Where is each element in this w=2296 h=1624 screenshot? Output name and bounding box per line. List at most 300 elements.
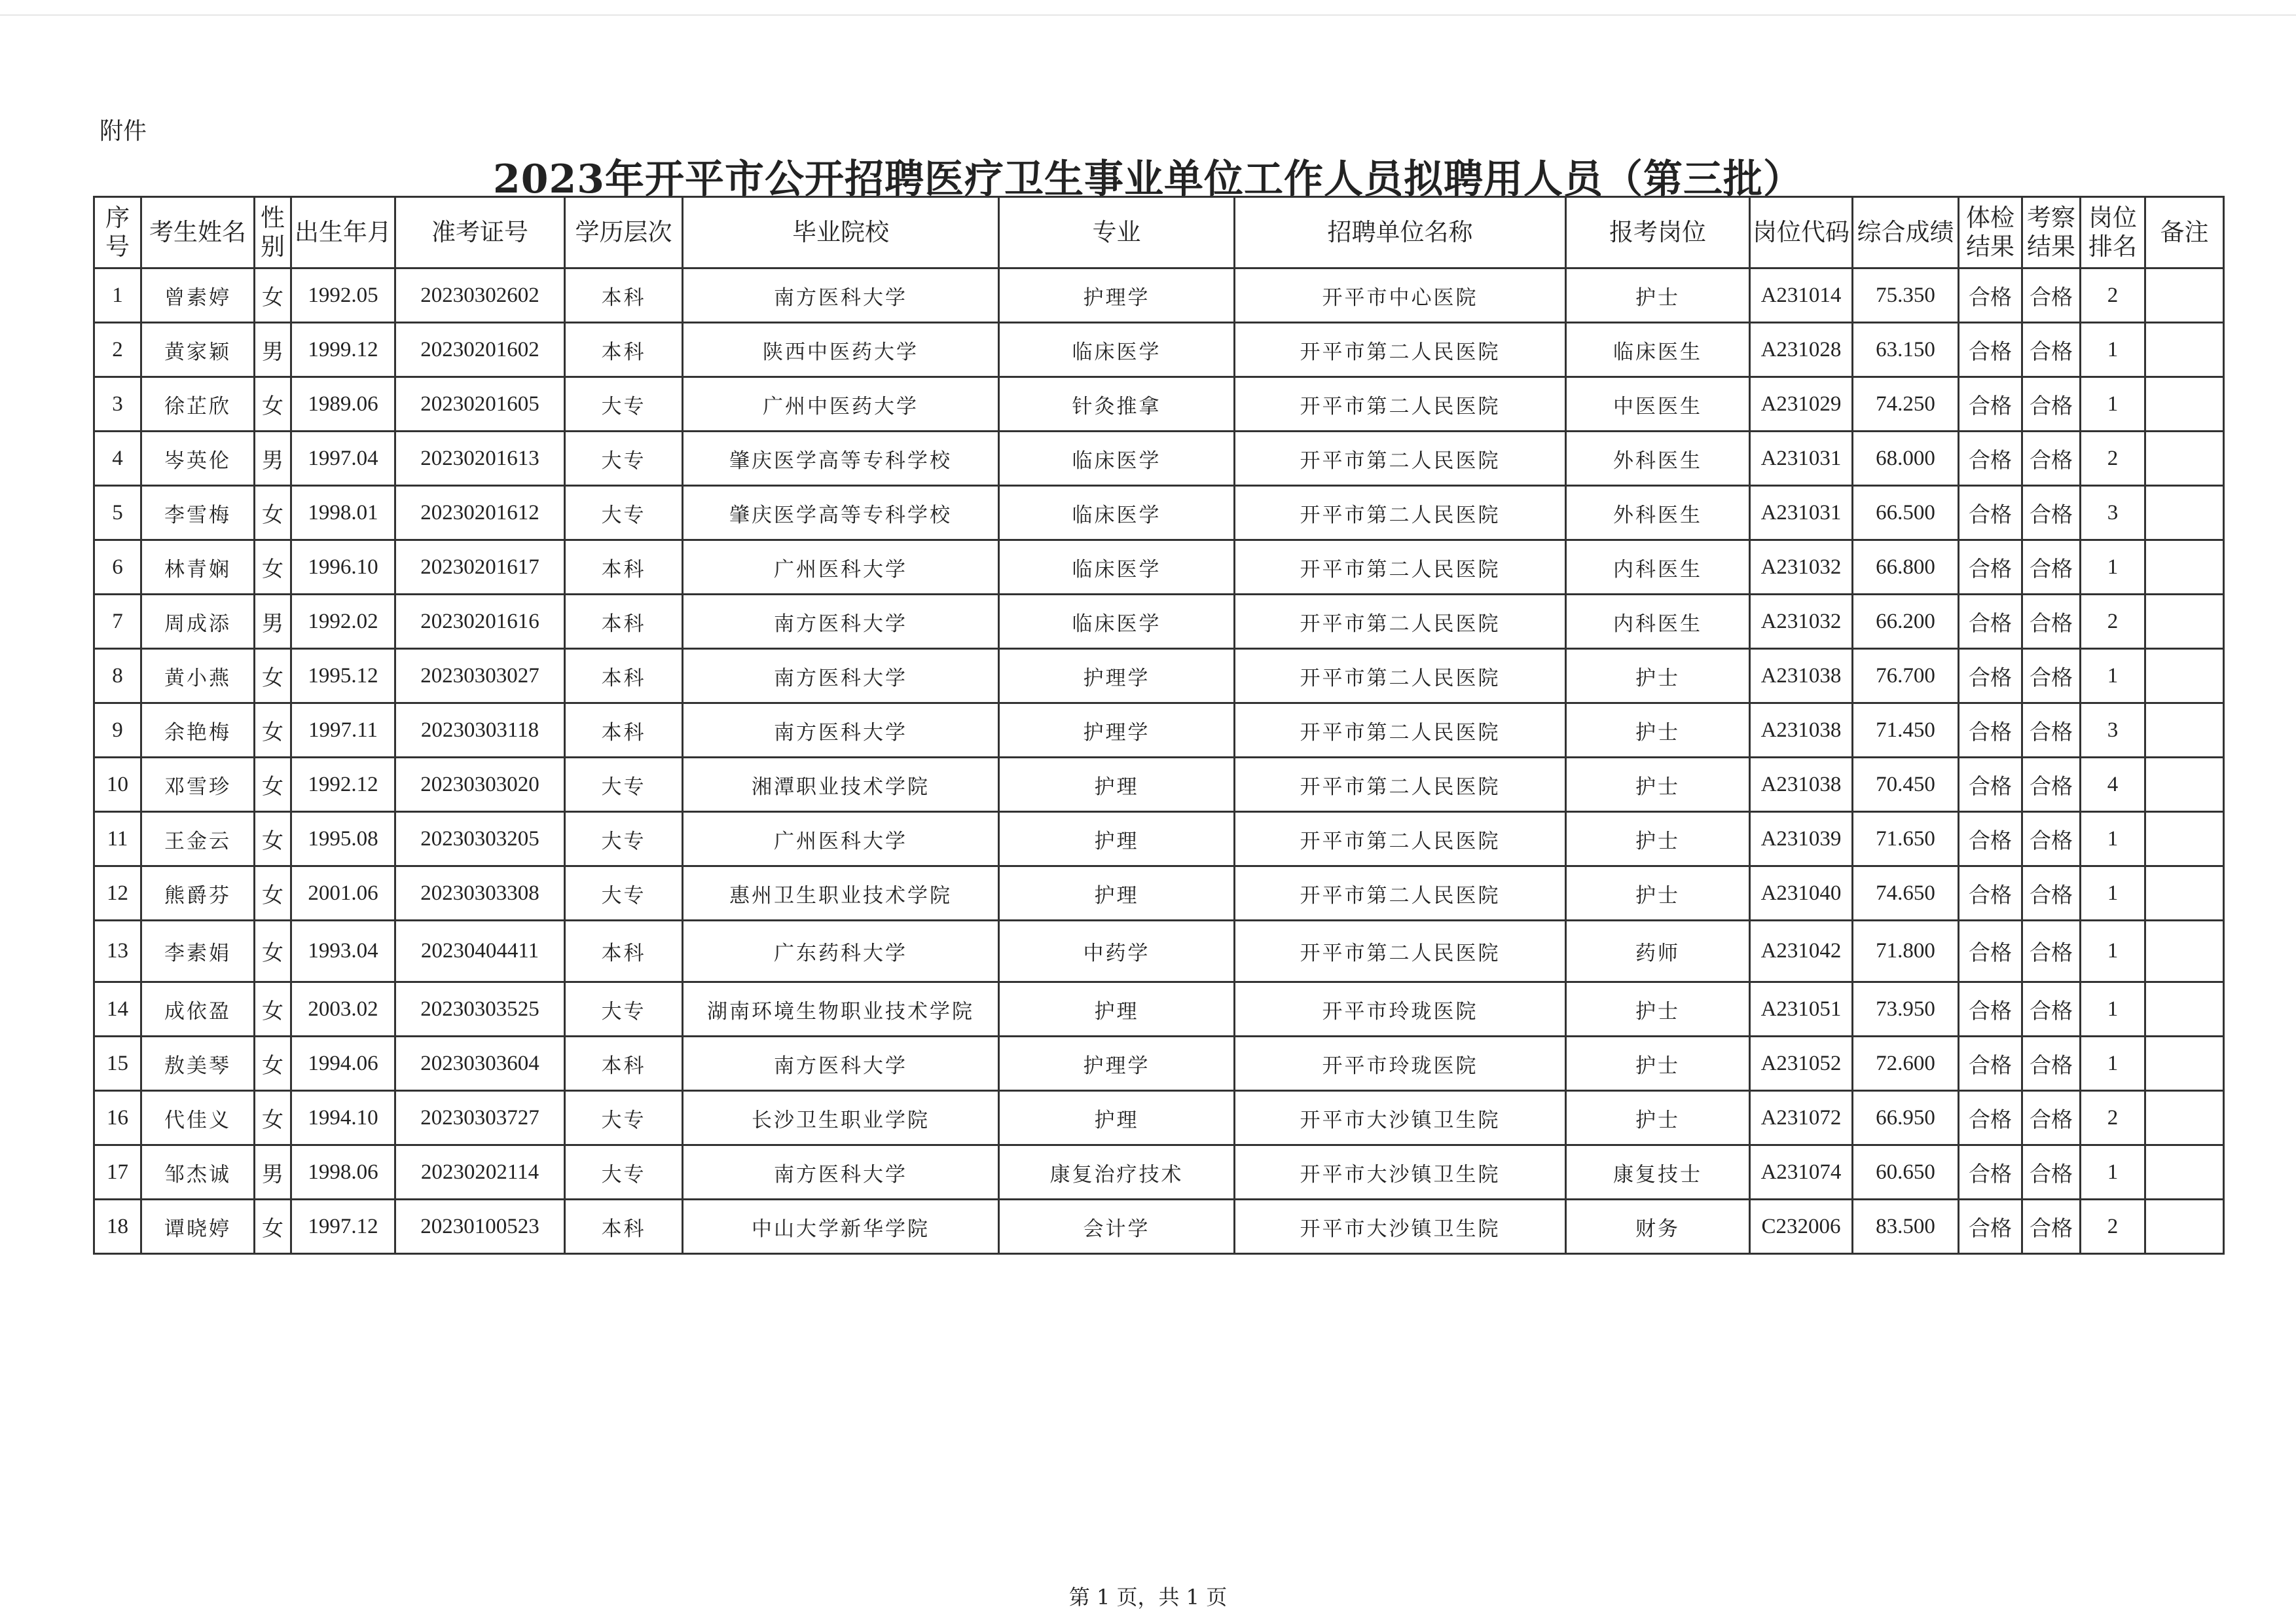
cell-major: 会计学 bbox=[999, 1200, 1235, 1254]
cell-position-code: A231074 bbox=[1750, 1145, 1853, 1200]
column-header-education: 学历层次 bbox=[565, 197, 683, 268]
cell-birth: 1992.02 bbox=[291, 595, 395, 649]
cell-name: 邹杰诚 bbox=[141, 1145, 255, 1200]
cell-position: 护士 bbox=[1566, 649, 1750, 703]
cell-exam-id: 20230303604 bbox=[395, 1037, 565, 1091]
column-header-index: 序号 bbox=[94, 197, 141, 268]
cell-birth: 1997.11 bbox=[291, 703, 395, 758]
cell-unit: 开平市第二人民医院 bbox=[1235, 649, 1566, 703]
cell-name: 黄家颖 bbox=[141, 323, 255, 377]
cell-index: 12 bbox=[94, 866, 141, 921]
cell-score: 66.200 bbox=[1853, 595, 1959, 649]
column-header-physical-result: 体检结果 bbox=[1959, 197, 2022, 268]
cell-index: 4 bbox=[94, 432, 141, 486]
column-header-inspection-result: 考察结果 bbox=[2022, 197, 2081, 268]
cell-education: 本科 bbox=[565, 921, 683, 982]
cell-rank: 3 bbox=[2081, 486, 2145, 540]
cell-name: 谭晓婷 bbox=[141, 1200, 255, 1254]
cell-rank: 1 bbox=[2081, 982, 2145, 1037]
cell-inspection-result: 合格 bbox=[2022, 758, 2081, 812]
cell-score: 68.000 bbox=[1853, 432, 1959, 486]
column-header-rank: 岗位排名 bbox=[2081, 197, 2145, 268]
page-footer: 第 1 页，共 1 页 bbox=[1068, 1585, 1228, 1610]
cell-name: 成依盈 bbox=[141, 982, 255, 1037]
cell-education: 大专 bbox=[565, 486, 683, 540]
cell-birth: 1998.01 bbox=[291, 486, 395, 540]
cell-name: 黄小燕 bbox=[141, 649, 255, 703]
cell-name: 代佳义 bbox=[141, 1091, 255, 1145]
cell-gender: 女 bbox=[255, 921, 291, 982]
cell-birth: 1992.05 bbox=[291, 268, 395, 323]
cell-major: 护理 bbox=[999, 866, 1235, 921]
cell-unit: 开平市大沙镇卫生院 bbox=[1235, 1200, 1566, 1254]
cell-physical-result: 合格 bbox=[1959, 1037, 2022, 1091]
table-row bbox=[94, 982, 2224, 1037]
cell-birth: 1996.10 bbox=[291, 540, 395, 595]
column-header-major: 专业 bbox=[999, 197, 1235, 268]
cell-position: 护士 bbox=[1566, 982, 1750, 1037]
cell-inspection-result: 合格 bbox=[2022, 377, 2081, 432]
cell-school: 广州医科大学 bbox=[683, 812, 999, 866]
cell-gender: 女 bbox=[255, 758, 291, 812]
cell-gender: 女 bbox=[255, 703, 291, 758]
cell-name: 余艳梅 bbox=[141, 703, 255, 758]
table-row bbox=[94, 1145, 2224, 1200]
table-row bbox=[94, 595, 2224, 649]
table-row bbox=[94, 1200, 2224, 1254]
cell-birth: 2003.02 bbox=[291, 982, 395, 1037]
cell-education: 本科 bbox=[565, 540, 683, 595]
cell-physical-result: 合格 bbox=[1959, 268, 2022, 323]
cell-rank: 2 bbox=[2081, 268, 2145, 323]
cell-education: 大专 bbox=[565, 432, 683, 486]
cell-position-code: C232006 bbox=[1750, 1200, 1853, 1254]
cell-school: 肇庆医学高等专科学校 bbox=[683, 486, 999, 540]
table-row bbox=[94, 540, 2224, 595]
cell-unit: 开平市第二人民医院 bbox=[1235, 486, 1566, 540]
cell-position-code: A231029 bbox=[1750, 377, 1853, 432]
cell-unit: 开平市第二人民医院 bbox=[1235, 921, 1566, 982]
cell-school: 湖南环境生物职业技术学院 bbox=[683, 982, 999, 1037]
cell-major: 护理学 bbox=[999, 649, 1235, 703]
cell-remarks bbox=[2145, 486, 2224, 540]
cell-physical-result: 合格 bbox=[1959, 486, 2022, 540]
cell-name: 李雪梅 bbox=[141, 486, 255, 540]
cell-physical-result: 合格 bbox=[1959, 432, 2022, 486]
candidates-table bbox=[93, 196, 2225, 1255]
cell-birth: 1997.04 bbox=[291, 432, 395, 486]
cell-position-code: A231042 bbox=[1750, 921, 1853, 982]
cell-inspection-result: 合格 bbox=[2022, 1091, 2081, 1145]
cell-inspection-result: 合格 bbox=[2022, 540, 2081, 595]
cell-physical-result: 合格 bbox=[1959, 323, 2022, 377]
cell-gender: 女 bbox=[255, 982, 291, 1037]
column-header-score: 综合成绩 bbox=[1853, 197, 1959, 268]
cell-school: 南方医科大学 bbox=[683, 649, 999, 703]
table-row bbox=[94, 921, 2224, 982]
cell-birth: 1994.10 bbox=[291, 1091, 395, 1145]
cell-index: 2 bbox=[94, 323, 141, 377]
cell-school: 南方医科大学 bbox=[683, 703, 999, 758]
column-header-unit: 招聘单位名称 bbox=[1235, 197, 1566, 268]
cell-score: 71.450 bbox=[1853, 703, 1959, 758]
cell-major: 护理学 bbox=[999, 268, 1235, 323]
cell-name: 周成添 bbox=[141, 595, 255, 649]
cell-gender: 男 bbox=[255, 595, 291, 649]
cell-name: 敖美琴 bbox=[141, 1037, 255, 1091]
cell-position-code: A231032 bbox=[1750, 540, 1853, 595]
cell-education: 大专 bbox=[565, 1145, 683, 1200]
cell-rank: 3 bbox=[2081, 703, 2145, 758]
cell-position-code: A231040 bbox=[1750, 866, 1853, 921]
cell-position-code: A231072 bbox=[1750, 1091, 1853, 1145]
cell-major: 康复治疗技术 bbox=[999, 1145, 1235, 1200]
cell-gender: 女 bbox=[255, 1037, 291, 1091]
cell-exam-id: 20230201616 bbox=[395, 595, 565, 649]
cell-major: 护理学 bbox=[999, 1037, 1235, 1091]
cell-index: 6 bbox=[94, 540, 141, 595]
table-row bbox=[94, 377, 2224, 432]
cell-rank: 4 bbox=[2081, 758, 2145, 812]
cell-exam-id: 20230201605 bbox=[395, 377, 565, 432]
cell-remarks bbox=[2145, 649, 2224, 703]
cell-name: 邓雪珍 bbox=[141, 758, 255, 812]
cell-inspection-result: 合格 bbox=[2022, 703, 2081, 758]
cell-unit: 开平市第二人民医院 bbox=[1235, 812, 1566, 866]
cell-unit: 开平市大沙镇卫生院 bbox=[1235, 1091, 1566, 1145]
cell-index: 11 bbox=[94, 812, 141, 866]
cell-unit: 开平市第二人民医院 bbox=[1235, 758, 1566, 812]
cell-major: 临床医学 bbox=[999, 323, 1235, 377]
cell-inspection-result: 合格 bbox=[2022, 595, 2081, 649]
cell-physical-result: 合格 bbox=[1959, 540, 2022, 595]
table-row bbox=[94, 758, 2224, 812]
cell-position-code: A231038 bbox=[1750, 703, 1853, 758]
cell-inspection-result: 合格 bbox=[2022, 1145, 2081, 1200]
cell-education: 本科 bbox=[565, 595, 683, 649]
cell-position-code: A231028 bbox=[1750, 323, 1853, 377]
cell-unit: 开平市第二人民医院 bbox=[1235, 377, 1566, 432]
cell-score: 66.800 bbox=[1853, 540, 1959, 595]
cell-position: 康复技士 bbox=[1566, 1145, 1750, 1200]
cell-exam-id: 20230201613 bbox=[395, 432, 565, 486]
cell-position-code: A231038 bbox=[1750, 758, 1853, 812]
cell-physical-result: 合格 bbox=[1959, 703, 2022, 758]
cell-position: 护士 bbox=[1566, 1091, 1750, 1145]
cell-position: 中医医生 bbox=[1566, 377, 1750, 432]
cell-rank: 1 bbox=[2081, 866, 2145, 921]
cell-remarks bbox=[2145, 1145, 2224, 1200]
cell-exam-id: 20230303308 bbox=[395, 866, 565, 921]
cell-rank: 2 bbox=[2081, 595, 2145, 649]
cell-school: 陕西中医药大学 bbox=[683, 323, 999, 377]
cell-remarks bbox=[2145, 540, 2224, 595]
cell-score: 74.650 bbox=[1853, 866, 1959, 921]
cell-education: 大专 bbox=[565, 866, 683, 921]
document-title: 2023年开平市公开招聘医疗卫生事业单位工作人员拟聘用人员（第三批） bbox=[493, 157, 1803, 202]
cell-index: 7 bbox=[94, 595, 141, 649]
attachment-label: 附件 bbox=[100, 118, 147, 145]
cell-rank: 2 bbox=[2081, 1200, 2145, 1254]
cell-school: 广州医科大学 bbox=[683, 540, 999, 595]
column-header-exam-id: 准考证号 bbox=[395, 197, 565, 268]
cell-physical-result: 合格 bbox=[1959, 812, 2022, 866]
cell-position-code: A231014 bbox=[1750, 268, 1853, 323]
cell-remarks bbox=[2145, 1200, 2224, 1254]
cell-name: 徐芷欣 bbox=[141, 377, 255, 432]
cell-physical-result: 合格 bbox=[1959, 1091, 2022, 1145]
cell-position-code: A231031 bbox=[1750, 486, 1853, 540]
cell-exam-id: 20230201602 bbox=[395, 323, 565, 377]
cell-education: 本科 bbox=[565, 703, 683, 758]
cell-education: 本科 bbox=[565, 323, 683, 377]
column-header-gender: 性别 bbox=[255, 197, 291, 268]
cell-name: 林青娴 bbox=[141, 540, 255, 595]
cell-score: 66.500 bbox=[1853, 486, 1959, 540]
table-row bbox=[94, 1091, 2224, 1145]
cell-major: 护理 bbox=[999, 758, 1235, 812]
cell-education: 大专 bbox=[565, 982, 683, 1037]
cell-major: 护理 bbox=[999, 812, 1235, 866]
cell-school: 广东药科大学 bbox=[683, 921, 999, 982]
cell-gender: 女 bbox=[255, 866, 291, 921]
cell-position: 护士 bbox=[1566, 866, 1750, 921]
table-row bbox=[94, 1037, 2224, 1091]
cell-rank: 2 bbox=[2081, 1091, 2145, 1145]
cell-score: 60.650 bbox=[1853, 1145, 1959, 1200]
cell-unit: 开平市大沙镇卫生院 bbox=[1235, 1145, 1566, 1200]
table-row bbox=[94, 268, 2224, 323]
cell-inspection-result: 合格 bbox=[2022, 982, 2081, 1037]
cell-exam-id: 20230201617 bbox=[395, 540, 565, 595]
cell-remarks bbox=[2145, 921, 2224, 982]
cell-unit: 开平市玲珑医院 bbox=[1235, 982, 1566, 1037]
cell-position: 内科医生 bbox=[1566, 595, 1750, 649]
cell-score: 72.600 bbox=[1853, 1037, 1959, 1091]
cell-score: 73.950 bbox=[1853, 982, 1959, 1037]
cell-remarks bbox=[2145, 377, 2224, 432]
cell-exam-id: 20230404411 bbox=[395, 921, 565, 982]
cell-score: 75.350 bbox=[1853, 268, 1959, 323]
cell-name: 王金云 bbox=[141, 812, 255, 866]
cell-position: 护士 bbox=[1566, 812, 1750, 866]
cell-school: 长沙卫生职业学院 bbox=[683, 1091, 999, 1145]
cell-major: 中药学 bbox=[999, 921, 1235, 982]
cell-birth: 1994.06 bbox=[291, 1037, 395, 1091]
cell-remarks bbox=[2145, 982, 2224, 1037]
cell-rank: 1 bbox=[2081, 323, 2145, 377]
table-row bbox=[94, 323, 2224, 377]
cell-education: 本科 bbox=[565, 268, 683, 323]
cell-gender: 女 bbox=[255, 377, 291, 432]
scan-edge-line bbox=[0, 14, 2296, 16]
cell-name: 曾素婷 bbox=[141, 268, 255, 323]
cell-inspection-result: 合格 bbox=[2022, 649, 2081, 703]
cell-remarks bbox=[2145, 758, 2224, 812]
cell-name: 熊爵芬 bbox=[141, 866, 255, 921]
cell-index: 9 bbox=[94, 703, 141, 758]
cell-school: 南方医科大学 bbox=[683, 1037, 999, 1091]
table-row bbox=[94, 486, 2224, 540]
cell-gender: 男 bbox=[255, 1145, 291, 1200]
cell-name: 李素娟 bbox=[141, 921, 255, 982]
cell-birth: 1993.04 bbox=[291, 921, 395, 982]
cell-index: 15 bbox=[94, 1037, 141, 1091]
cell-position: 药师 bbox=[1566, 921, 1750, 982]
table-row bbox=[94, 812, 2224, 866]
cell-major: 针灸推拿 bbox=[999, 377, 1235, 432]
cell-exam-id: 20230100523 bbox=[395, 1200, 565, 1254]
cell-index: 10 bbox=[94, 758, 141, 812]
cell-birth: 1989.06 bbox=[291, 377, 395, 432]
table-row bbox=[94, 866, 2224, 921]
cell-rank: 1 bbox=[2081, 649, 2145, 703]
cell-exam-id: 20230303020 bbox=[395, 758, 565, 812]
cell-position: 外科医生 bbox=[1566, 486, 1750, 540]
cell-index: 16 bbox=[94, 1091, 141, 1145]
cell-gender: 女 bbox=[255, 812, 291, 866]
cell-physical-result: 合格 bbox=[1959, 866, 2022, 921]
cell-major: 临床医学 bbox=[999, 486, 1235, 540]
cell-education: 本科 bbox=[565, 1200, 683, 1254]
cell-unit: 开平市玲珑医院 bbox=[1235, 1037, 1566, 1091]
cell-gender: 女 bbox=[255, 268, 291, 323]
cell-birth: 1992.12 bbox=[291, 758, 395, 812]
cell-position: 财务 bbox=[1566, 1200, 1750, 1254]
cell-exam-id: 20230201612 bbox=[395, 486, 565, 540]
cell-index: 8 bbox=[94, 649, 141, 703]
cell-unit: 开平市第二人民医院 bbox=[1235, 703, 1566, 758]
cell-exam-id: 20230303205 bbox=[395, 812, 565, 866]
cell-score: 74.250 bbox=[1853, 377, 1959, 432]
cell-remarks bbox=[2145, 703, 2224, 758]
cell-score: 71.650 bbox=[1853, 812, 1959, 866]
cell-rank: 1 bbox=[2081, 377, 2145, 432]
cell-score: 63.150 bbox=[1853, 323, 1959, 377]
cell-index: 13 bbox=[94, 921, 141, 982]
cell-school: 南方医科大学 bbox=[683, 595, 999, 649]
cell-physical-result: 合格 bbox=[1959, 1200, 2022, 1254]
cell-score: 76.700 bbox=[1853, 649, 1959, 703]
cell-inspection-result: 合格 bbox=[2022, 1200, 2081, 1254]
cell-index: 18 bbox=[94, 1200, 141, 1254]
cell-exam-id: 20230303525 bbox=[395, 982, 565, 1037]
cell-birth: 1995.12 bbox=[291, 649, 395, 703]
cell-school: 湘潭职业技术学院 bbox=[683, 758, 999, 812]
cell-exam-id: 20230303118 bbox=[395, 703, 565, 758]
cell-education: 本科 bbox=[565, 1037, 683, 1091]
cell-gender: 女 bbox=[255, 1091, 291, 1145]
cell-physical-result: 合格 bbox=[1959, 377, 2022, 432]
cell-rank: 1 bbox=[2081, 540, 2145, 595]
cell-position: 护士 bbox=[1566, 268, 1750, 323]
column-header-position-code: 岗位代码 bbox=[1750, 197, 1853, 268]
cell-index: 3 bbox=[94, 377, 141, 432]
cell-rank: 1 bbox=[2081, 1145, 2145, 1200]
cell-exam-id: 20230302602 bbox=[395, 268, 565, 323]
cell-birth: 1998.06 bbox=[291, 1145, 395, 1200]
cell-exam-id: 20230303027 bbox=[395, 649, 565, 703]
cell-score: 83.500 bbox=[1853, 1200, 1959, 1254]
cell-birth: 1999.12 bbox=[291, 323, 395, 377]
cell-remarks bbox=[2145, 1091, 2224, 1145]
column-header-position: 报考岗位 bbox=[1566, 197, 1750, 268]
cell-inspection-result: 合格 bbox=[2022, 812, 2081, 866]
cell-unit: 开平市第二人民医院 bbox=[1235, 323, 1566, 377]
cell-school: 惠州卫生职业技术学院 bbox=[683, 866, 999, 921]
cell-major: 护理学 bbox=[999, 703, 1235, 758]
column-header-birth: 出生年月 bbox=[291, 197, 395, 268]
table-header-row bbox=[94, 197, 2224, 268]
column-header-name: 考生姓名 bbox=[141, 197, 255, 268]
cell-gender: 女 bbox=[255, 486, 291, 540]
cell-rank: 1 bbox=[2081, 812, 2145, 866]
cell-gender: 女 bbox=[255, 649, 291, 703]
cell-inspection-result: 合格 bbox=[2022, 486, 2081, 540]
cell-education: 大专 bbox=[565, 1091, 683, 1145]
cell-education: 本科 bbox=[565, 649, 683, 703]
cell-remarks bbox=[2145, 595, 2224, 649]
cell-remarks bbox=[2145, 1037, 2224, 1091]
table-row bbox=[94, 649, 2224, 703]
cell-remarks bbox=[2145, 866, 2224, 921]
cell-school: 南方医科大学 bbox=[683, 1145, 999, 1200]
cell-remarks bbox=[2145, 812, 2224, 866]
cell-index: 5 bbox=[94, 486, 141, 540]
cell-score: 70.450 bbox=[1853, 758, 1959, 812]
cell-major: 临床医学 bbox=[999, 432, 1235, 486]
cell-rank: 1 bbox=[2081, 1037, 2145, 1091]
cell-remarks bbox=[2145, 432, 2224, 486]
cell-birth: 1995.08 bbox=[291, 812, 395, 866]
column-header-school: 毕业院校 bbox=[683, 197, 999, 268]
cell-position: 外科医生 bbox=[1566, 432, 1750, 486]
cell-index: 1 bbox=[94, 268, 141, 323]
cell-inspection-result: 合格 bbox=[2022, 921, 2081, 982]
cell-physical-result: 合格 bbox=[1959, 982, 2022, 1037]
cell-school: 广州中医药大学 bbox=[683, 377, 999, 432]
cell-exam-id: 20230303727 bbox=[395, 1091, 565, 1145]
table-row bbox=[94, 432, 2224, 486]
cell-position: 护士 bbox=[1566, 758, 1750, 812]
cell-unit: 开平市中心医院 bbox=[1235, 268, 1566, 323]
cell-school: 肇庆医学高等专科学校 bbox=[683, 432, 999, 486]
cell-gender: 男 bbox=[255, 323, 291, 377]
cell-index: 14 bbox=[94, 982, 141, 1037]
cell-gender: 女 bbox=[255, 540, 291, 595]
table-row bbox=[94, 703, 2224, 758]
cell-rank: 1 bbox=[2081, 921, 2145, 982]
cell-inspection-result: 合格 bbox=[2022, 323, 2081, 377]
cell-inspection-result: 合格 bbox=[2022, 268, 2081, 323]
cell-education: 大专 bbox=[565, 377, 683, 432]
cell-position-code: A231039 bbox=[1750, 812, 1853, 866]
cell-position: 内科医生 bbox=[1566, 540, 1750, 595]
cell-position-code: A231052 bbox=[1750, 1037, 1853, 1091]
cell-unit: 开平市第二人民医院 bbox=[1235, 432, 1566, 486]
table-body bbox=[94, 268, 2224, 1254]
cell-physical-result: 合格 bbox=[1959, 758, 2022, 812]
cell-name: 岑英伦 bbox=[141, 432, 255, 486]
cell-rank: 2 bbox=[2081, 432, 2145, 486]
cell-major: 临床医学 bbox=[999, 595, 1235, 649]
cell-position-code: A231038 bbox=[1750, 649, 1853, 703]
cell-position-code: A231031 bbox=[1750, 432, 1853, 486]
cell-unit: 开平市第二人民医院 bbox=[1235, 540, 1566, 595]
cell-physical-result: 合格 bbox=[1959, 595, 2022, 649]
cell-score: 66.950 bbox=[1853, 1091, 1959, 1145]
cell-unit: 开平市第二人民医院 bbox=[1235, 595, 1566, 649]
